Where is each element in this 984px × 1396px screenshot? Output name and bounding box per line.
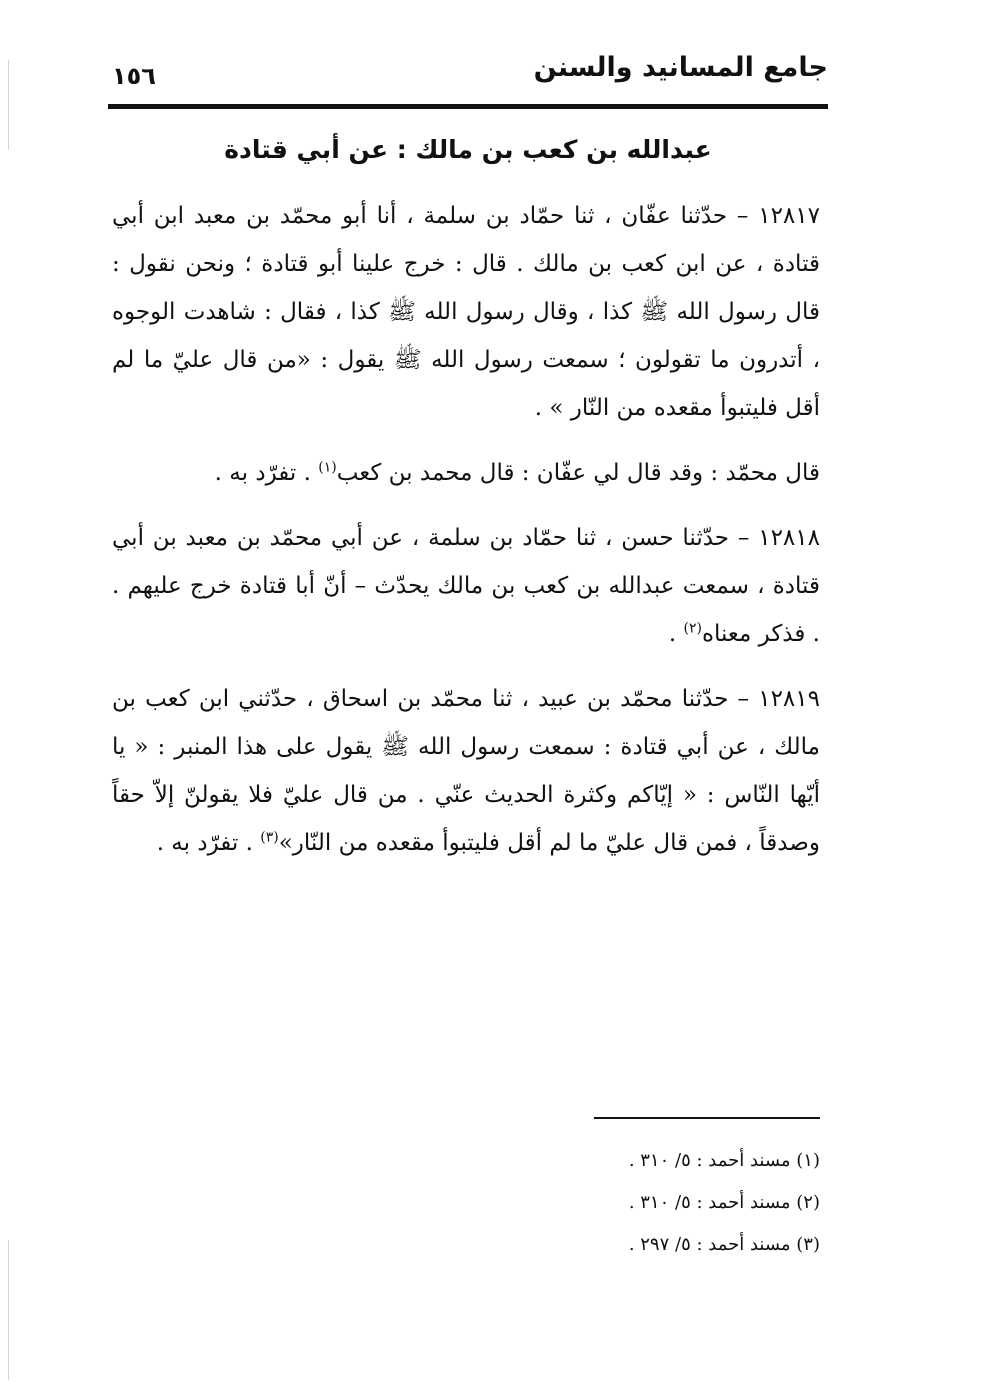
footnote: (٢) مسند أحمد : ٥/ ٣١٠ . [628,1192,820,1213]
footnote-reference: (٣) [260,829,279,846]
header-rule [108,104,828,109]
paragraph-tail: . [668,621,684,647]
footnote: (١) مسند أحمد : ٥/ ٣١٠ . [628,1150,820,1171]
body-text [112,192,820,884]
footnotes [450,1140,820,1266]
paragraph-text: ١٢٨١٨ – حدّثنا حسن ، ثنا حمّاد بن سلمة ، عن أبي محمّد بن معبد بن أبي قتادة ، سمعت عبدالله بن كعب بن مالك يحدّث – أنّ أبا قتادة خرج عليهم . . فذكر معناه [112,525,820,647]
section-title: عبدالله بن كعب بن مالك : عن أبي قتادة [224,135,712,164]
footnote-reference: (٢) [683,620,702,637]
footnote: (٣) مسند أحمد : ٥/ ٢٩٧ . [628,1234,820,1255]
hadith-paragraph [112,192,820,432]
note-paragraph [112,449,820,497]
page-header [108,48,828,102]
page-number: ١٥٦ [112,62,156,90]
paragraph-tail: . تفرّد به . [214,460,319,486]
scan-margin-mark [8,60,9,150]
running-title: جامع المسانيد والسنن [533,52,828,83]
paragraph-text: ١٢٨١٧ – حدّثنا عفّان ، ثنا حمّاد بن سلمة ، أنا أبو محمّد بن معبد ابن أبي قتادة ، عن ابن كعب بن مالك . قال : خرج علينا أبو قتادة ؛ ونحن نقول : قال رسول الله ﷺ كذا ، وقال رسول الله ﷺ كذا ، فقال : شاهدت الوجوه ، أتدرون ما تقولون ؛ سمعت رسول الله ﷺ يقول : «من قال عليّ ما لم أقل فليتبوأ مقعده من النّار » . [112,203,820,421]
paragraph-tail: . تفرّد به . [156,830,261,856]
hadith-paragraph [112,675,820,867]
hadith-paragraph [112,514,820,658]
footnote-separator [594,1117,820,1119]
paragraph-text: ١٢٨١٩ – حدّثنا محمّد بن عبيد ، ثنا محمّد بن اسحاق ، حدّثني ابن كعب بن مالك ، عن أبي قتادة : سمعت رسول الله ﷺ يقول على هذا المنبر : « يا أيّها النّاس : « إيّاكم وكثرة الحديث عنّي . من قال عليّ فلا يقولنّ إلاّ حقاً وصدقاً ، فمن قال عليّ ما لم أقل فليتبوأ مقعده من النّار» [112,686,820,856]
scan-margin-mark [8,1240,9,1380]
paragraph-text: قال محمّد : وقد قال لي عفّان : قال محمد بن كعب [336,460,820,486]
footnote-reference: (١) [318,459,337,476]
